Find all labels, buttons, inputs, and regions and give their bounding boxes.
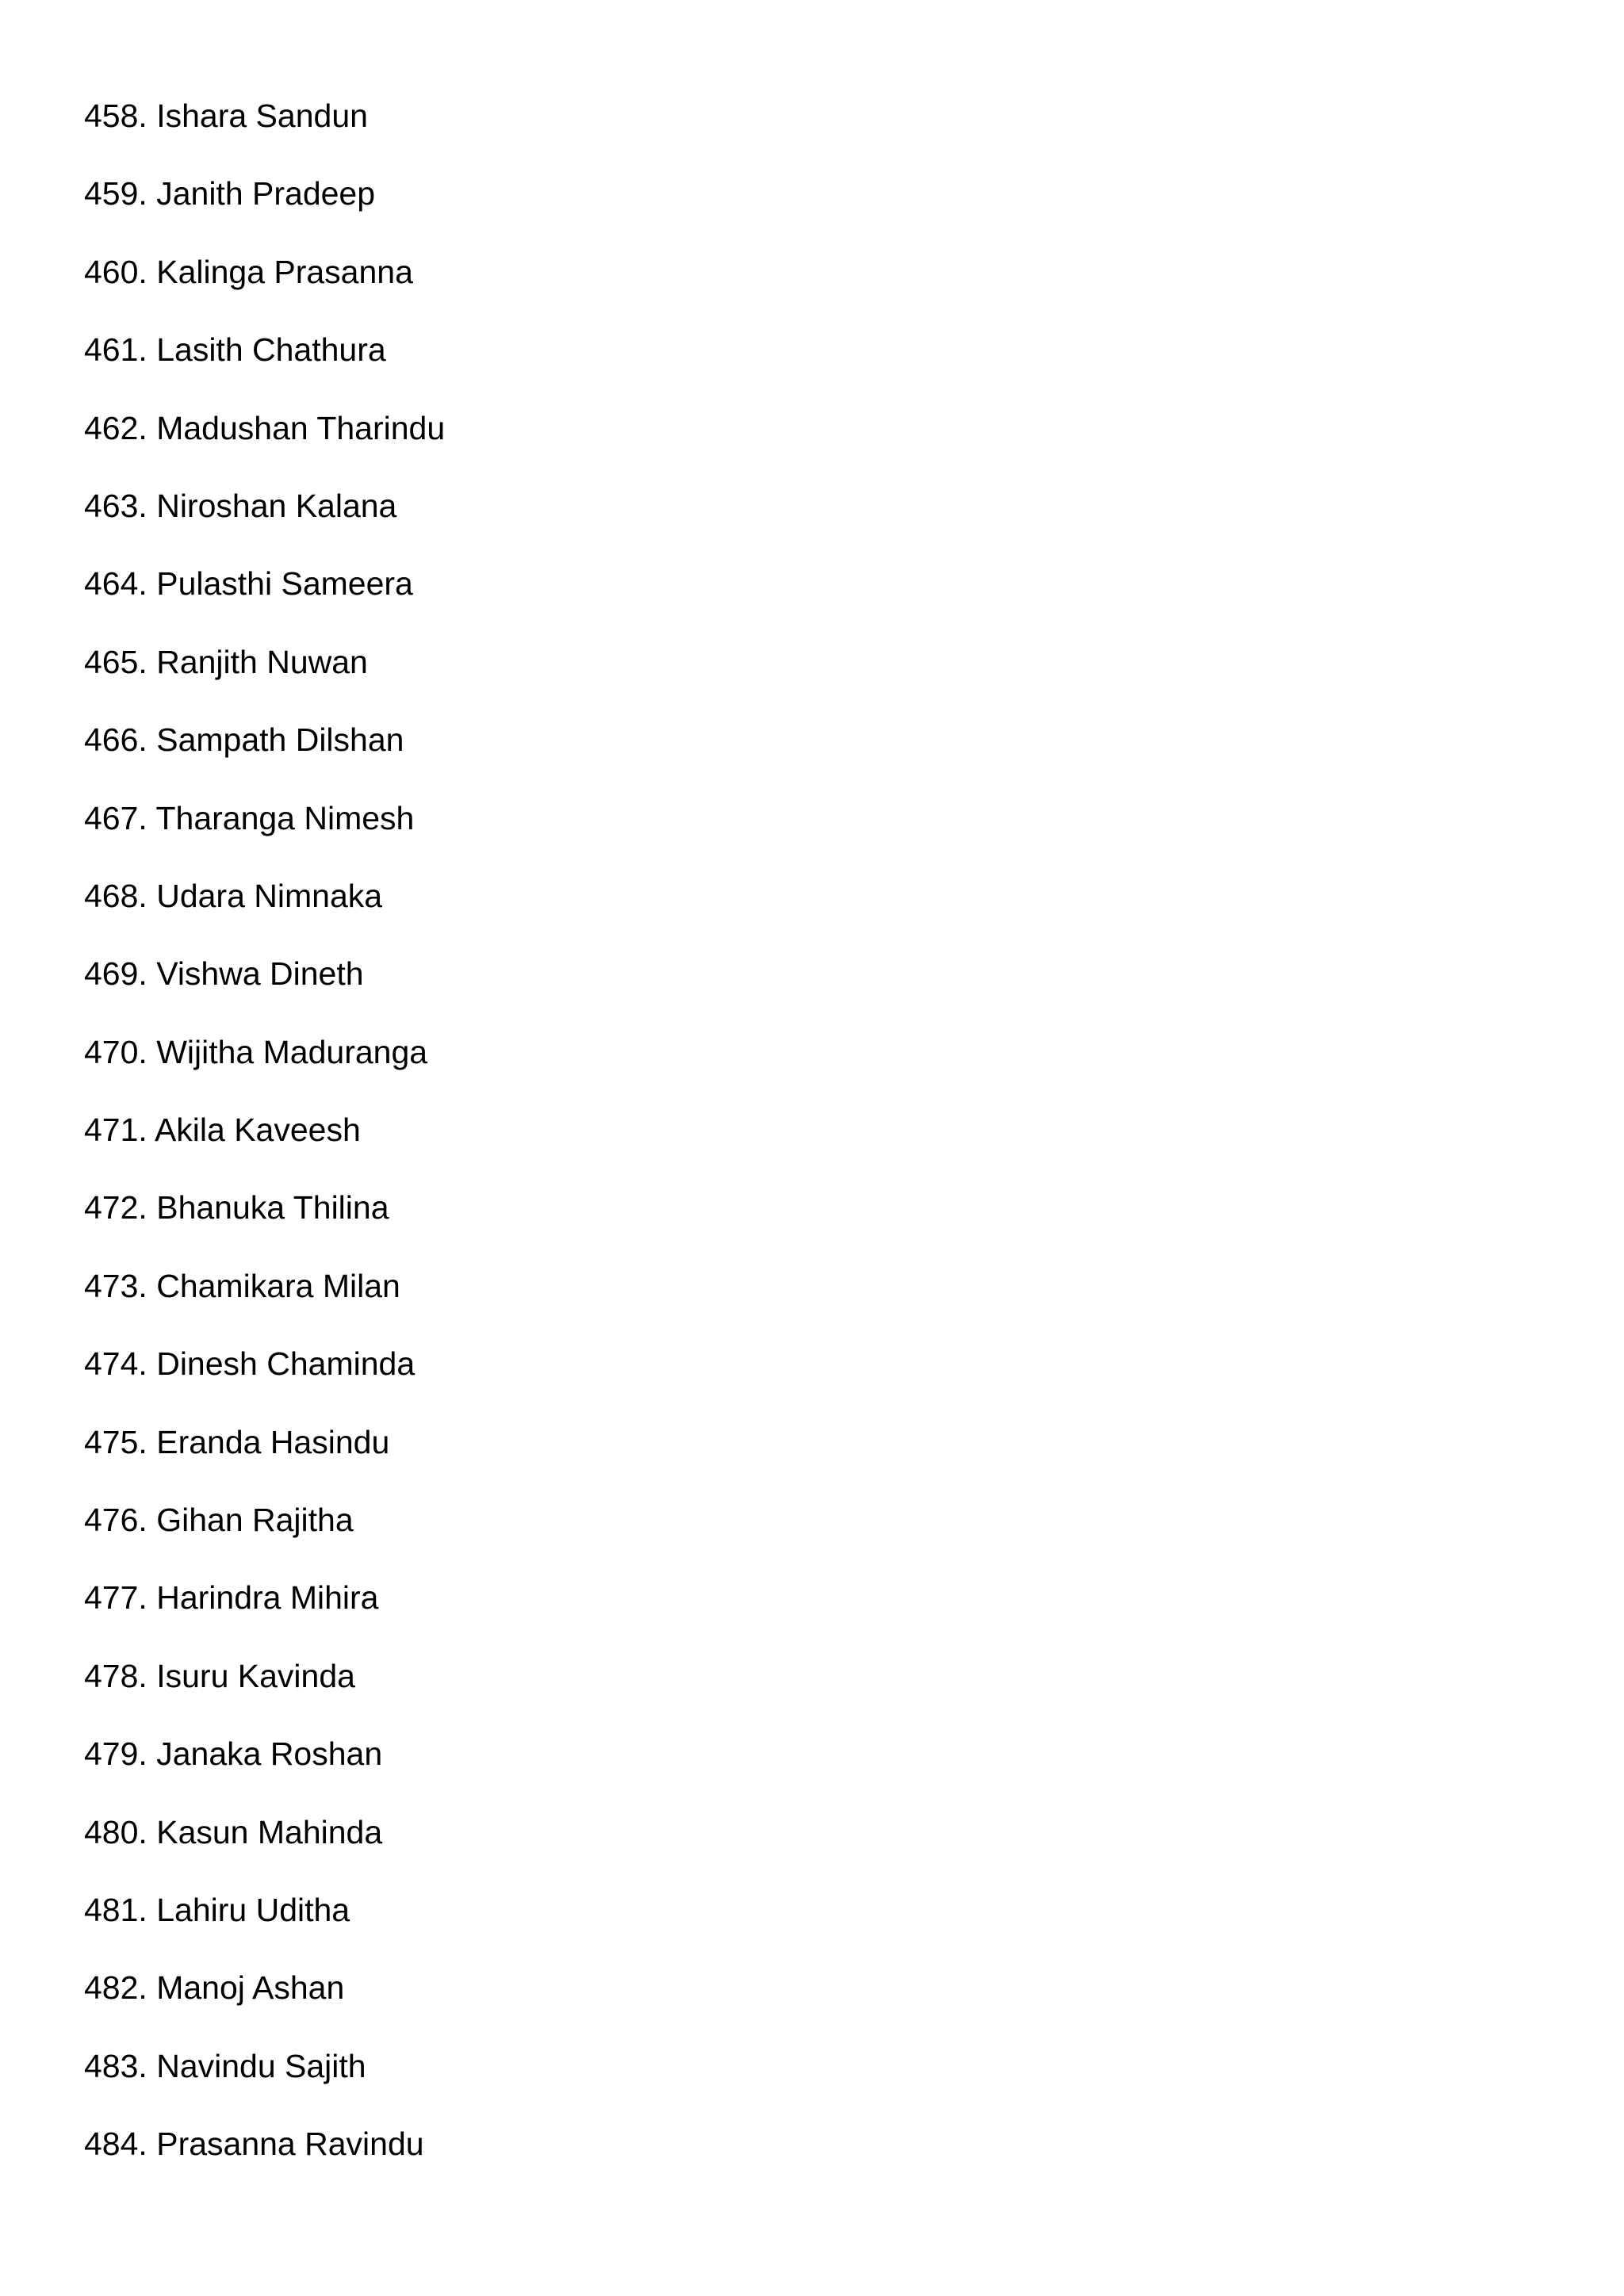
item-name: Madushan Tharindu [156,409,446,446]
list-item [84,718,445,795]
item-name: Harindra Mihira [156,1579,379,1617]
item-name: Bhanuka Thilina [156,1189,389,1226]
item-number: 476. [84,1502,147,1539]
list-item [84,94,445,171]
item-number: 482. [84,1969,147,2007]
item-number: 479. [84,1735,147,1773]
item-number: 466. [84,721,147,759]
list-item [84,796,445,874]
item-number: 462. [84,409,147,446]
item-name: Lasith Chathura [156,331,386,369]
list-item [84,1965,445,2043]
item-number: 470. [84,1033,147,1070]
item-number: 469. [84,955,147,993]
item-name: Eranda Hasindu [156,1423,390,1460]
list-item [84,484,445,561]
item-name: Navindu Sajith [156,2047,366,2084]
list-item [84,1030,445,1108]
list-item [84,406,445,484]
list-item [84,1575,445,1653]
list-item [84,171,445,249]
item-number: 464. [84,565,147,603]
item-name: Pulasthi Sameera [156,565,413,603]
list-item [84,1810,445,1888]
numbered-name-list [84,94,445,2200]
item-number: 471. [84,1112,147,1149]
item-number: 484. [84,2126,147,2163]
item-name: Ishara Sandun [156,98,368,134]
item-number: 468. [84,877,147,914]
item-number: 481. [84,1891,147,1928]
item-name: Dinesh Chaminda [156,1345,416,1383]
list-item [84,1420,445,1498]
item-number: 465. [84,643,147,680]
list-item [84,250,445,327]
item-number: 474. [84,1345,147,1383]
list-item [84,1498,445,1575]
item-name: Prasanna Ravindu [156,2126,424,2163]
list-item [84,2044,445,2122]
list-item [84,1341,445,1419]
item-number: 478. [84,1657,147,1694]
item-name: Manoj Ashan [156,1969,345,2007]
item-name: Tharanga Nimesh [155,799,415,836]
item-number: 459. [84,175,147,212]
item-name: Gihan Rajitha [156,1502,354,1539]
item-number: 473. [84,1267,147,1304]
item-number: 475. [84,1423,147,1460]
list-item [84,1888,445,1965]
list-item [84,1732,445,1809]
item-name: Vishwa Dineth [156,955,364,993]
item-name: Janaka Roshan [156,1735,383,1773]
item-number: 477. [84,1579,147,1617]
item-name: Akila Kaveesh [154,1112,361,1149]
item-name: Isuru Kavinda [156,1657,355,1694]
item-name: Chamikara Milan [156,1267,400,1304]
list-item [84,874,445,951]
item-name: Ranjith Nuwan [156,643,368,680]
list-item [84,1654,445,1732]
item-number: 463. [84,487,147,524]
item-name: Lahiru Uditha [156,1891,350,1928]
item-number: 467. [84,799,147,836]
item-name: Kalinga Prasanna [156,253,413,290]
list-item [84,2122,445,2199]
list-item [84,561,445,639]
item-number: 460. [84,253,147,290]
list-item [84,327,445,405]
item-number: 483. [84,2047,147,2084]
list-item [84,640,445,718]
item-number: 458. [84,98,147,134]
item-number: 480. [84,1813,147,1850]
item-name: Kasun Mahinda [156,1813,383,1850]
item-number: 472. [84,1189,147,1226]
item-name: Niroshan Kalana [156,487,397,524]
list-item [84,1185,445,1263]
item-name: Wijitha Maduranga [156,1033,428,1070]
list-item [84,1264,445,1341]
list-item [84,1108,445,1185]
item-number: 461. [84,331,147,369]
list-item [84,951,445,1029]
item-name: Udara Nimnaka [156,877,383,914]
item-name: Sampath Dilshan [156,721,404,759]
item-name: Janith Pradeep [156,175,376,212]
